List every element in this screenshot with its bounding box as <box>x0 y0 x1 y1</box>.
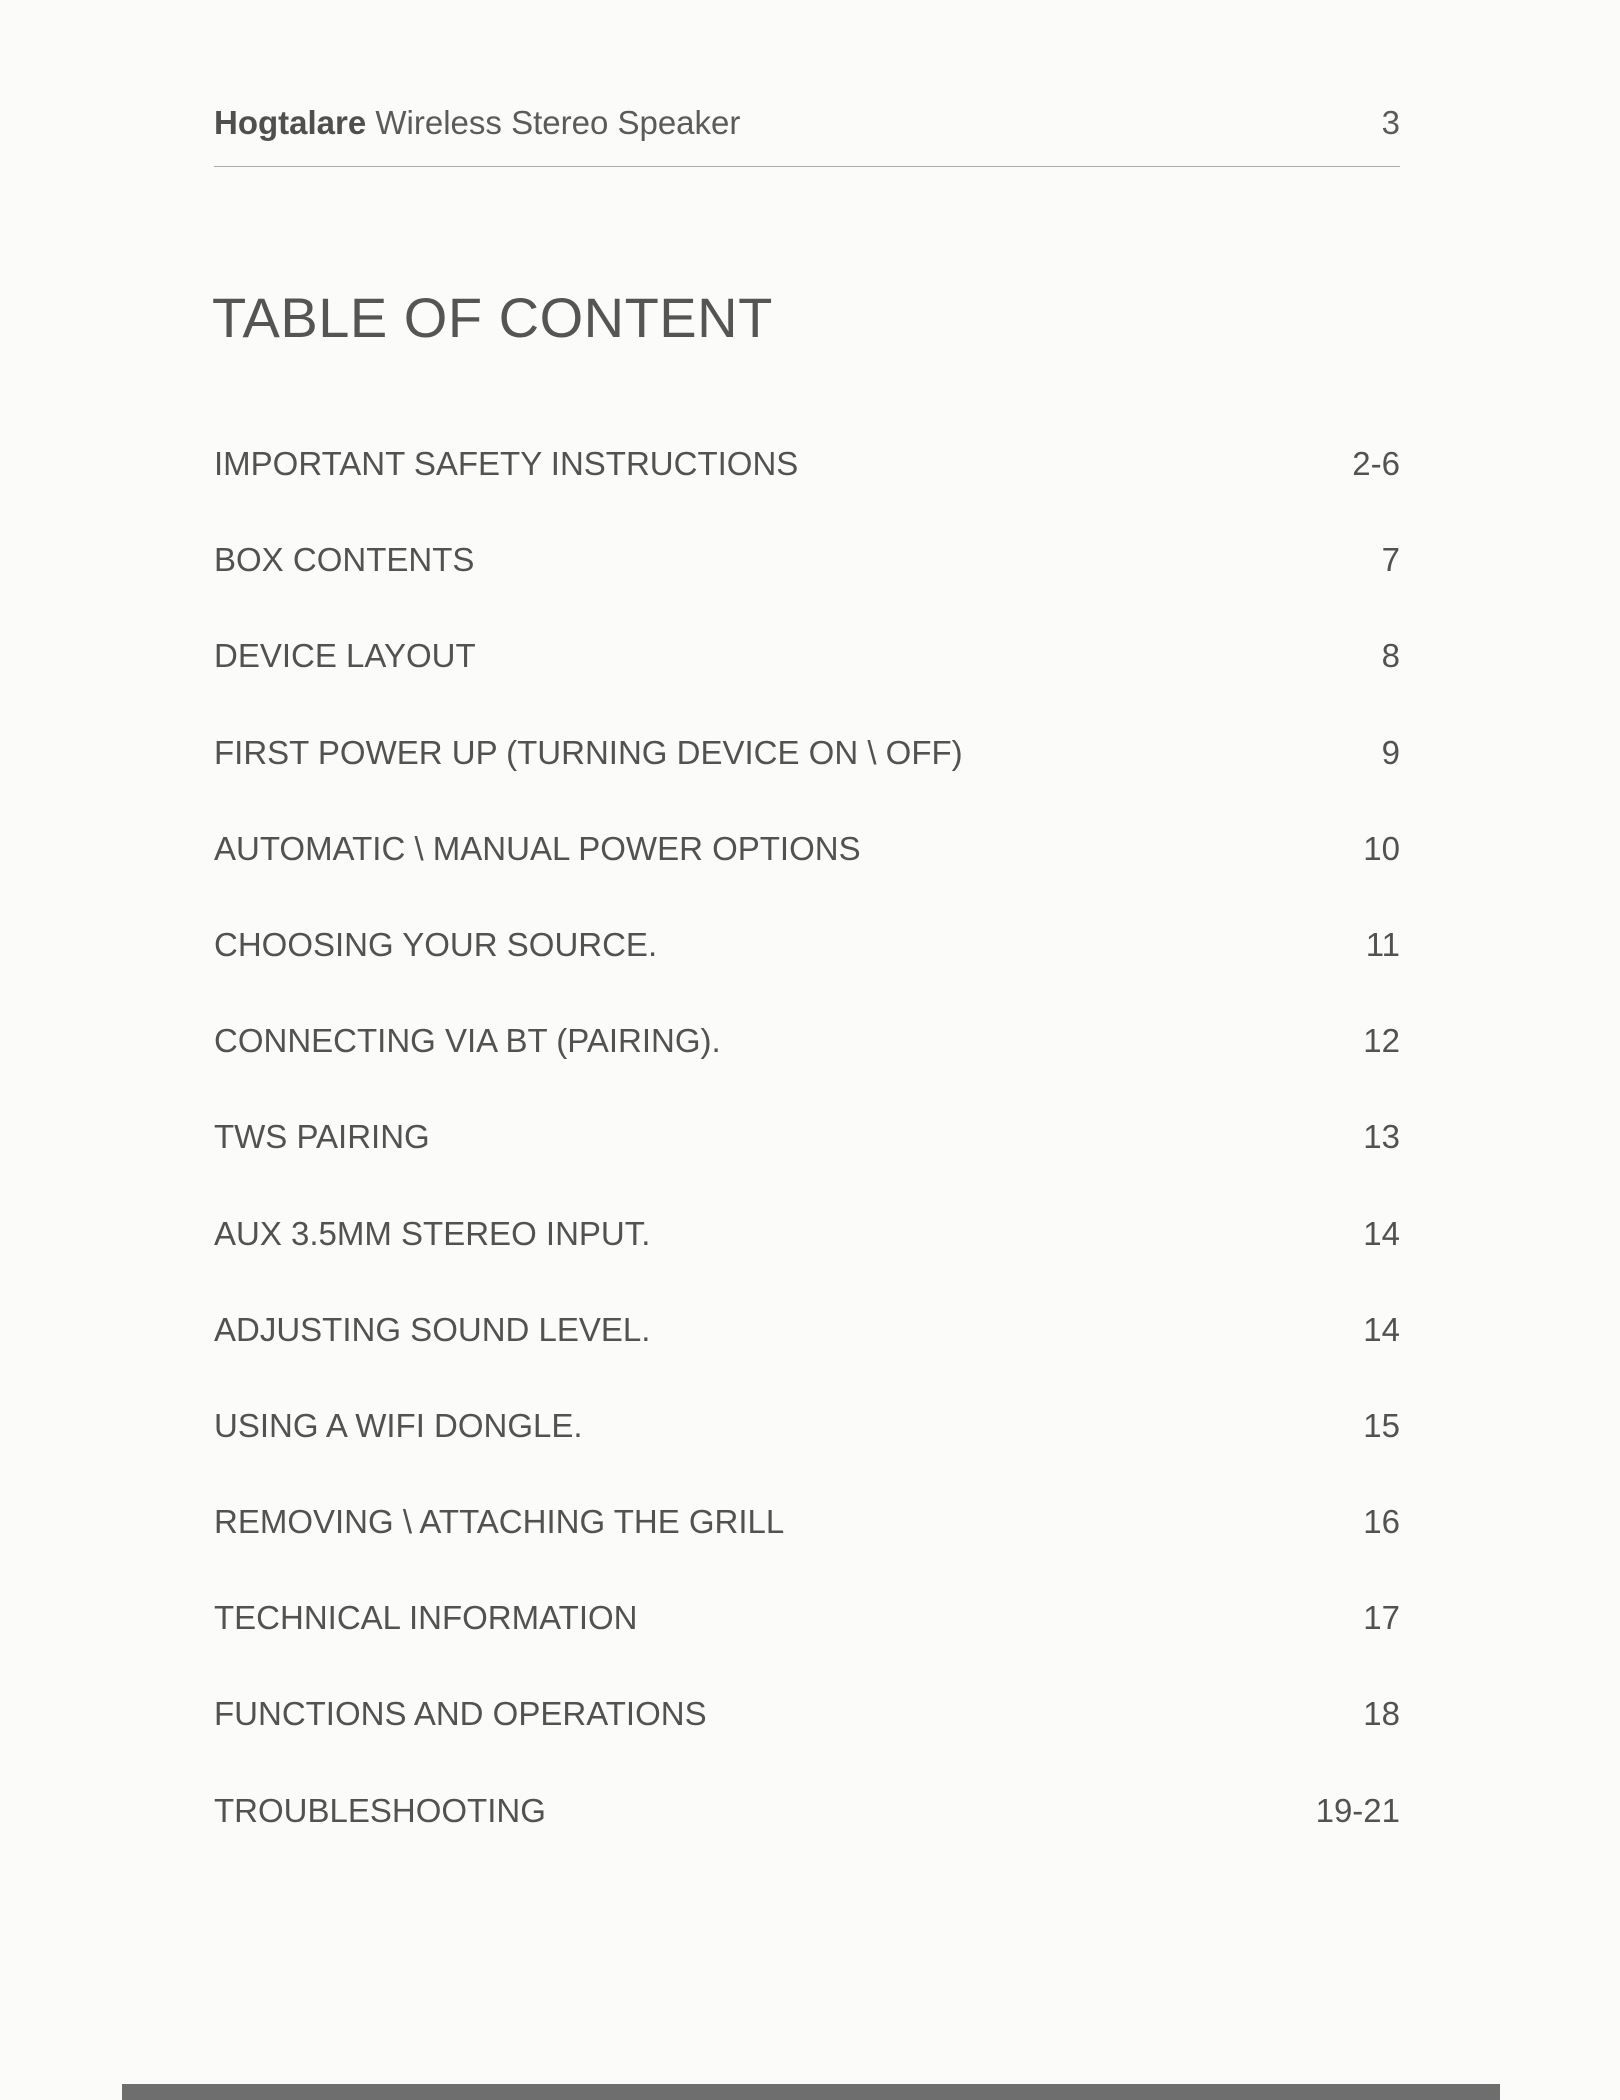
toc-entry <box>214 1215 1400 1311</box>
toc-entry <box>214 1792 1400 1888</box>
toc-entry-label: ADJUSTING SOUND LEVEL. <box>214 1310 651 1348</box>
toc-entry-page: 10 <box>1363 829 1400 867</box>
toc-entry-label: IMPORTANT SAFETY INSTRUCTIONS <box>214 445 799 482</box>
toc-entry-label: BOX CONTENTS <box>214 541 475 579</box>
toc-entry-page: 13 <box>1363 1118 1400 1156</box>
toc-entry-page: 9 <box>1381 733 1400 771</box>
toc-entry-page: 17 <box>1363 1599 1400 1637</box>
toc-entry-page: 19-21 <box>1315 1791 1400 1829</box>
toc-entry-page: 12 <box>1363 1022 1400 1060</box>
toc-entry-label: USING A WIFI DONGLE. <box>214 1406 583 1444</box>
toc-entry-label: CHOOSING YOUR SOURCE. <box>214 925 658 963</box>
toc-entry-page: 2-6 <box>1352 445 1400 482</box>
toc-entry <box>214 1311 1400 1407</box>
toc-entry-page: 16 <box>1363 1503 1400 1541</box>
toc-entry-label: TECHNICAL INFORMATION <box>214 1599 638 1637</box>
toc-entry-page: 14 <box>1363 1310 1400 1348</box>
toc-entry-label: FUNCTIONS AND OPERATIONS <box>214 1695 707 1733</box>
toc-entry <box>214 1118 1400 1214</box>
toc-entry-page: 8 <box>1381 637 1400 675</box>
toc-entry-label: DEVICE LAYOUT <box>214 637 476 675</box>
toc-entry <box>214 1599 1400 1695</box>
toc-entry <box>214 541 1400 637</box>
toc-entry <box>214 445 1400 541</box>
footer-bar <box>122 2084 1500 2100</box>
toc-entry <box>214 734 1400 830</box>
toc-entry <box>214 1407 1400 1503</box>
toc-entry <box>214 1022 1400 1118</box>
page-header <box>214 100 1400 167</box>
header-title <box>214 104 740 142</box>
toc-entry <box>214 1503 1400 1599</box>
toc-entry-page: 15 <box>1363 1406 1400 1444</box>
toc-entry <box>214 637 1400 733</box>
toc-entry-label: AUX 3.5MM STEREO INPUT. <box>214 1214 651 1252</box>
toc-entry <box>214 926 1400 1022</box>
page-title: TABLE OF CONTENT <box>212 286 773 349</box>
header-page-number: 3 <box>1381 104 1400 141</box>
toc-list <box>214 445 1400 1888</box>
header-subtitle: Wireless Stereo Speaker <box>375 104 741 141</box>
toc-entry-page: 11 <box>1365 925 1400 963</box>
toc-entry-page: 14 <box>1363 1214 1400 1252</box>
toc-entry <box>214 1695 1400 1791</box>
toc-entry-label: TWS PAIRING <box>214 1118 430 1156</box>
toc-entry-label: CONNECTING VIA BT (PAIRING). <box>214 1022 721 1060</box>
toc-entry-label: AUTOMATIC \ MANUAL POWER OPTIONS <box>214 829 861 867</box>
toc-entry-page: 7 <box>1381 541 1400 579</box>
toc-entry-page: 18 <box>1363 1695 1400 1733</box>
toc-entry <box>214 830 1400 926</box>
toc-entry-label: REMOVING \ ATTACHING THE GRILL <box>214 1503 785 1541</box>
toc-entry-label: FIRST POWER UP (TURNING DEVICE ON \ OFF) <box>214 733 963 771</box>
brand-name: Hogtalare <box>214 104 367 141</box>
toc-entry-label: TROUBLESHOOTING <box>214 1791 546 1829</box>
